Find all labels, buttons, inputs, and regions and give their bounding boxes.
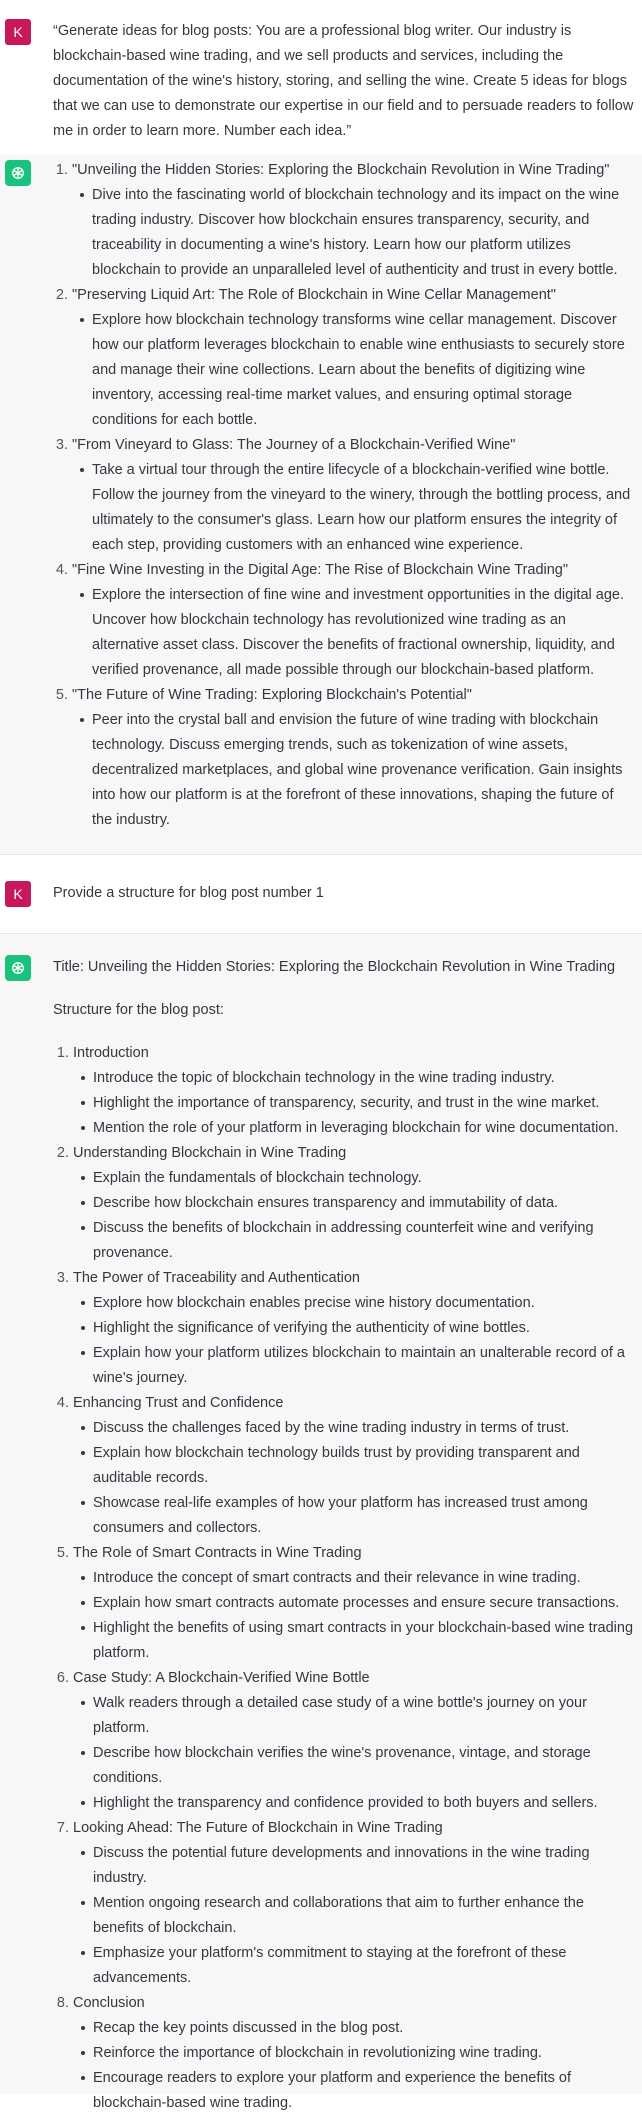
structure-point: Highlight the significance of verifying the authenticity of wine bottles.: [93, 1316, 634, 1341]
chatgpt-logo-icon: [5, 955, 31, 981]
blog-idea-title: 5. "The Future of Wine Trading: Exploring Blockchain's Potential": [72, 687, 472, 703]
structure-point: Explain the fundamentals of blockchain technology.: [93, 1166, 634, 1191]
blog-idea-detail-list: [72, 183, 634, 283]
structure-section: [73, 1991, 634, 2116]
structure-section: [73, 1816, 634, 1991]
structure-point: Explain how blockchain technology builds trust by providing transparent and auditable records.: [93, 1441, 634, 1491]
blog-idea-item: [72, 683, 634, 833]
blog-idea-title: 4. "Fine Wine Investing in the Digital Age: The Rise of Blockchain Wine Trading": [72, 562, 569, 578]
blog-idea-description: Dive into the fascinating world of blockchain technology and its impact on the wine trading industry. Discover how blockchain ensures transparency, security, and traceability in documenting a wine's history. Learn how our platform utilizes blockchain to provide an unparalleled level of authenticity and trust in every bottle.: [92, 183, 634, 283]
structure-section-title: 8. Conclusion: [73, 1995, 145, 2011]
blog-idea-description: Explore how blockchain technology transforms wine cellar management. Discover how our platform leverages blockchain to enable wine enthusiasts to securely store and manage their wine collections. Learn about the benefits of digitizing wine inventory, accessing real-time market values, and ensuring optimal storage conditions for each bottle.: [92, 308, 634, 433]
user-prompt-2: Provide a structure for blog post number 1: [53, 885, 324, 901]
structure-section-title: 7. Looking Ahead: The Future of Blockchain in Wine Trading: [73, 1820, 443, 1836]
user-message-2: [0, 855, 642, 934]
structure-point: Showcase real-life examples of how your platform has increased trust among consumers and collectors.: [93, 1491, 634, 1541]
user-avatar-letter: K: [13, 24, 23, 40]
structure-point-list: [73, 1566, 634, 1666]
structure-point: Encourage readers to explore your platform and experience the benefits of blockchain-based wine trading.: [93, 2066, 634, 2116]
user-prompt-1: “Generate ideas for blog posts: You are a professional blog writer. Our industry is blockchain-based wine trading, and we sell products and services, including the documentation of the wine's history, storing, and selling the wine. Create 5 ideas for blogs that we can use to demonstrate our expertise in our field and to persuade readers to follow me in order to learn more. Number each idea.”: [53, 23, 634, 139]
structure-point: Explore how blockchain enables precise wine history documentation.: [93, 1291, 634, 1316]
blog-idea-detail-list: [72, 708, 634, 833]
structure-point-list: [73, 1066, 634, 1141]
user-avatar: [5, 881, 31, 907]
structure-section-title: 6. Case Study: A Blockchain-Verified Wine Bottle: [73, 1670, 370, 1686]
blog-idea-description: Explore the intersection of fine wine and investment opportunities in the digital age. Uncover how blockchain technology has revolutionized wine trading as an alternative asset class. Discover the benefits of fractional ownership, liquidity, and verified provenance, all made possible through our blockchain-based platform.: [92, 583, 634, 683]
post-title: Title: Unveiling the Hidden Stories: Exploring the Blockchain Revolution in Wine Trading: [53, 959, 616, 975]
structure-point-list: [73, 1691, 634, 1816]
structure-section: [73, 1666, 634, 1816]
assistant-message-2: [0, 934, 642, 2111]
blog-idea-description: Take a virtual tour through the entire lifecycle of a blockchain-verified wine bottle. Follow the journey from the vineyard to the winery, through the bottling process, and ultimately to the consumer's glass. Learn how our platform ensures the integrity of each step, providing customers with an enhanced wine experience.: [92, 458, 634, 558]
structure-point: Reinforce the importance of blockchain in revolutionizing wine trading.: [93, 2041, 634, 2066]
structure-section-title: 4. Enhancing Trust and Confidence: [73, 1395, 284, 1411]
structure-point: Discuss the potential future developments and innovations in the wine trading industry.: [93, 1841, 634, 1891]
structure-point-list: [73, 2016, 634, 2116]
structure-point: Emphasize your platform's commitment to staying at the forefront of these advancements.: [93, 1941, 634, 1991]
structure-section-title: 5. The Role of Smart Contracts in Wine Trading: [73, 1545, 362, 1561]
blog-idea-description: Peer into the crystal ball and envision the future of wine trading with blockchain technology. Discuss emerging trends, such as tokenization of wine assets, decentralized marketplaces, and global wine provenance verification. Gain insights into how our platform is at the forefront of these innovations, shaping the future of the industry.: [92, 708, 634, 833]
structure-point: Introduce the concept of smart contracts and their relevance in wine trading.: [93, 1566, 634, 1591]
blog-idea-detail-list: [72, 458, 634, 558]
structure-label: Structure for the blog post:: [53, 1002, 224, 1018]
structure-point: Highlight the benefits of using smart contracts in your blockchain-based wine trading platform.: [93, 1616, 634, 1666]
structure-point: Describe how blockchain verifies the wine's provenance, vintage, and storage conditions.: [93, 1741, 634, 1791]
blog-idea-title: 3. "From Vineyard to Glass: The Journey of a Blockchain-Verified Wine": [72, 437, 516, 453]
structure-section-title: 1. Introduction: [73, 1045, 149, 1061]
structure-point: Mention the role of your platform in leveraging blockchain for wine documentation.: [93, 1116, 634, 1141]
structure-section-title: 3. The Power of Traceability and Authentication: [73, 1270, 360, 1286]
blog-idea-title: 2. "Preserving Liquid Art: The Role of Blockchain in Wine Cellar Management": [72, 287, 556, 303]
structure-point: Discuss the challenges faced by the wine trading industry in terms of trust.: [93, 1416, 634, 1441]
structure-section: [73, 1391, 634, 1541]
structure-point: Discuss the benefits of blockchain in addressing counterfeit wine and verifying provenance.: [93, 1216, 634, 1266]
structure-point: Walk readers through a detailed case study of a wine bottle's journey on your platform.: [93, 1691, 634, 1741]
structure-point: Explain how smart contracts automate processes and ensure secure transactions.: [93, 1591, 634, 1616]
user-avatar-letter: K: [13, 886, 23, 902]
structure-point: Highlight the importance of transparency, security, and trust in the wine market.: [93, 1091, 634, 1116]
blog-idea-detail-list: [72, 308, 634, 433]
structure-section: [73, 1541, 634, 1666]
blog-idea-item: [72, 158, 634, 283]
structure-section: [73, 1266, 634, 1391]
assistant-message-1-body: [0, 155, 642, 855]
structure-point: Highlight the transparency and confidence provided to both buyers and sellers.: [93, 1791, 634, 1816]
structure-point: Mention ongoing research and collaborations that aim to further enhance the benefits of blockchain.: [93, 1891, 634, 1941]
structure-point: Explain how your platform utilizes blockchain to maintain an unalterable record of a wine's journey.: [93, 1341, 634, 1391]
structure-point-list: [73, 1291, 634, 1391]
blog-idea-item: [72, 283, 634, 433]
structure-point-list: [73, 1166, 634, 1266]
blog-idea-item: [72, 558, 634, 683]
structure-section: [73, 1141, 634, 1266]
structure-point-list: [73, 1416, 634, 1541]
blog-ideas-list: [52, 158, 634, 833]
blog-idea-item: [72, 433, 634, 558]
blog-structure-list: [53, 1041, 634, 2116]
blog-idea-title: 1. "Unveiling the Hidden Stories: Exploring the Blockchain Revolution in Wine Trading": [72, 162, 610, 178]
structure-section-title: 2. Understanding Blockchain in Wine Trading: [73, 1145, 347, 1161]
structure-point: Describe how blockchain ensures transparency and immutability of data.: [93, 1191, 634, 1216]
structure-point-list: [73, 1841, 634, 1991]
structure-section: [73, 1041, 634, 1141]
structure-point: Introduce the topic of blockchain technology in the wine trading industry.: [93, 1066, 634, 1091]
structure-point: Recap the key points discussed in the blog post.: [93, 2016, 634, 2041]
blog-idea-detail-list: [72, 583, 634, 683]
chatgpt-logo-icon: [5, 160, 31, 186]
